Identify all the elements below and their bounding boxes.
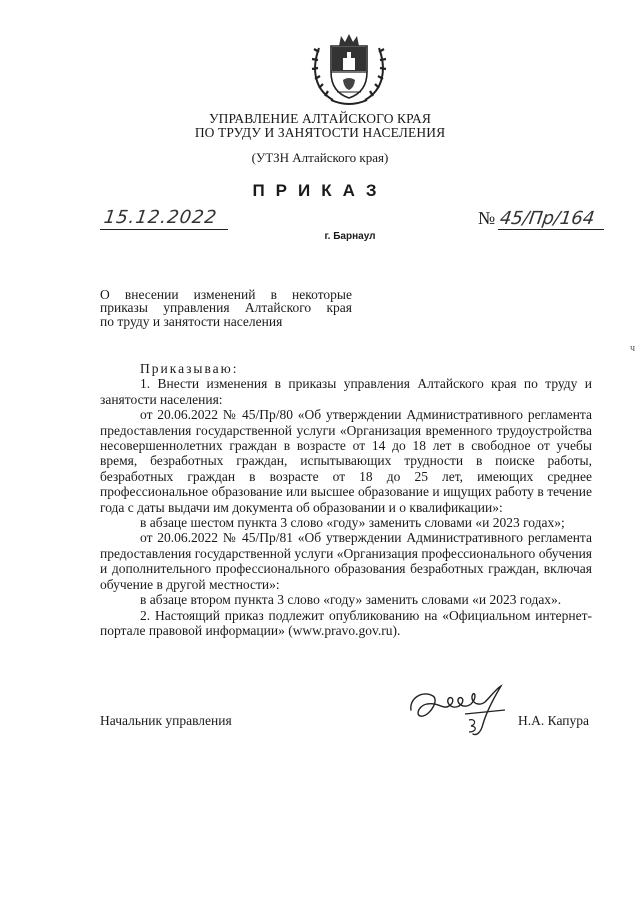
document-date: 15.12.2022 (102, 207, 219, 228)
document-body (100, 361, 592, 638)
document-type-title: ПРИКАЗ (252, 181, 388, 200)
subject-line: приказы управления Алтайского края (100, 300, 352, 316)
handwritten-signature (405, 680, 517, 740)
org-abbreviation: (УТЗН Алтайского края) (251, 150, 389, 165)
subject-line: О внесении изменений в некоторые (100, 287, 352, 302)
body-paragraph: в абзаце шестом пункта 3 слово «году» заменить словами «и 2023 годах»; (140, 515, 565, 531)
document-subject (100, 288, 352, 328)
body-paragraph: от 20.06.2022 № 45/Пр/80 «Об утверждении Административного регламента предоставления государственной услуги «Организация временного трудоустройства несовершеннолетних граждан в возрасте от 14 до 18 лет в свободное от учебы время, безработных граждан, испытывающих трудности в поиске работы, безработных граждан в возрасте от 18 до 25 лет, имеющих среднее профессиональное образование или высшее образование и ищущих работу в течение года с даты выдачи им документа об образовании и о квалификации»: (100, 407, 592, 515)
body-paragraph: 1. Внести изменения в приказы управления Алтайского края по труду и занятости населения: (100, 376, 592, 407)
order-word: Приказываю: (140, 361, 239, 376)
signer-name: Н.А. Капура (518, 713, 589, 728)
margin-mark: ч (630, 343, 636, 354)
org-name-line1: УПРАВЛЕНИЕ АЛТАЙСКОГО КРАЯ (209, 111, 431, 126)
date-underline (100, 229, 228, 230)
number-label: № (478, 208, 496, 228)
subject-line: по труду и занятости населения (100, 313, 283, 329)
coat-of-arms-emblem (307, 30, 391, 106)
body-paragraph: в абзаце втором пункта 3 слово «году» заменить словами «и 2023 годах». (140, 592, 562, 608)
body-paragraph: от 20.06.2022 № 45/Пр/81 «Об утверждении Административного регламента предоставления государственной услуги «Организация профессионального обучения и дополнительного профессионального образования безработных граждан, включая обучение в другой местности»: (100, 530, 592, 592)
org-name-line2: ПО ТРУДУ И ЗАНЯТОСТИ НАСЕЛЕНИЯ (194, 125, 446, 140)
document-number: 45/Пр/164 (498, 208, 596, 229)
number-underline (498, 229, 604, 230)
signer-position: Начальник управления (100, 713, 232, 728)
city-label: г. Барнаул (324, 231, 376, 242)
body-paragraph: 2. Настоящий приказ подлежит опубликованию на «Официальном интернет-портале правовой информации» (www.pravo.gov.ru). (100, 607, 592, 638)
